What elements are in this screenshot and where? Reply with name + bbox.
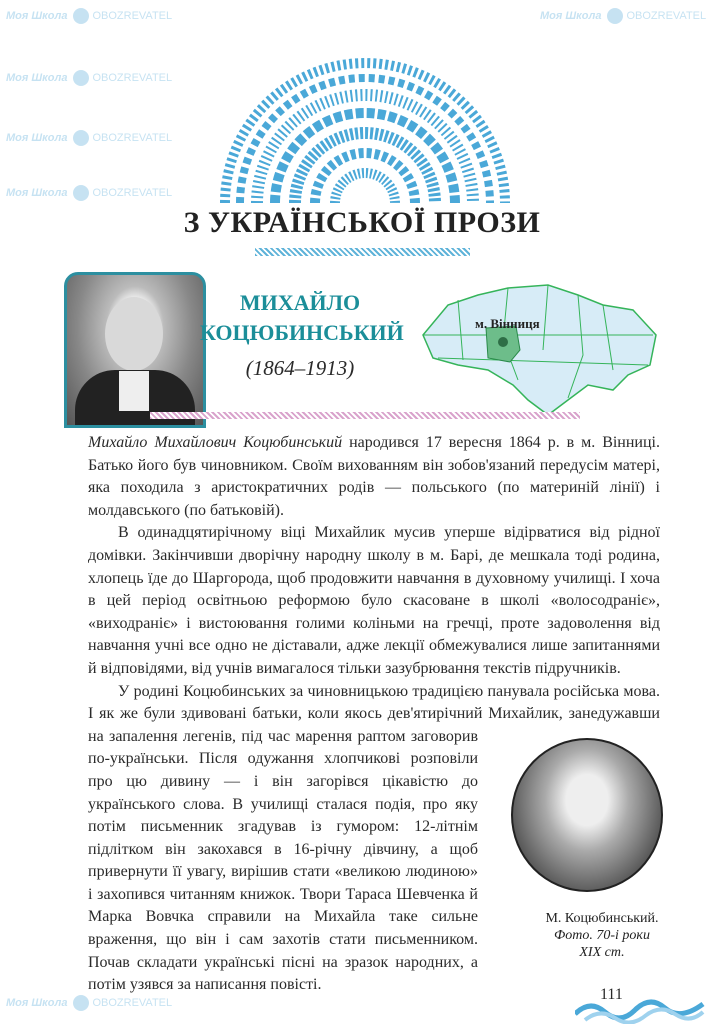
map-city-label: м. Вінниця xyxy=(475,316,540,331)
watermark: Моя Школа OBOZREVATEL xyxy=(6,130,172,146)
ukraine-map xyxy=(418,280,663,420)
watermark: Моя Школа OBOZREVATEL xyxy=(6,8,172,24)
title-ornament-band xyxy=(255,248,470,256)
author-dates: (1864–1913) xyxy=(245,356,355,380)
author-portrait xyxy=(64,272,206,428)
paragraph xyxy=(88,432,660,522)
author-last-name: КОЦЮБИНСЬКИЙ xyxy=(200,320,404,345)
paragraph-text: занедужавши на запалення легенів, під час марення раптом заговорив по-українськи. Після одужання хлопчикові розповіли про цю дивину — і він загорівся цікавістю до українського слова. В училищі сталася подія, про яку потім письменник згадував із гумором: 12-літнім підлітком він закохався в 16-річну дівчину, а щоб привернути її увагу, вирішив стати «великою людиною» і захопився читанням книжок. Твори Тараса Шевченка й Марка Вовчка справили на Михайла таке сильне враження, що він і сам захотів стати письменником. Почав складати українські пісні на зразок народних, а потім узявся за написання повісті. xyxy=(88,705,660,994)
page-number: 111 xyxy=(600,986,623,1003)
author-first-name: МИХАЙЛО xyxy=(239,290,361,315)
paragraph-text: народився 17 вересня 1864 р. в м. Вінниці. Батько його був чиновником. Своїм вихованням він зобов'язаний передусім матері, яка походила з аристократичних родів — польського (по материній лінії) і молдавського (по батьковій). xyxy=(88,434,660,519)
paragraph: В одинадцятирічному віці Михайлик мусив уперше відірватися від рідної домівки. Закінчивши дворічну народну школу в м. Барі, де мешкала тоді родина, хлопець їде до Шаргорода, щоб продовжити навчання в духовному училищі. І хоча в цей період освітньою реформою було скасоване в школі «волосодраніє», «виходраніє» і вистоювання голими коліньми на гречці, проте задоволення від навчання учні все одно не діставали, адже лекції обмежувалися лише запитаннями й відповідями, від учнів вимагалося тільки зазубрювання текстів підручників. xyxy=(88,524,660,677)
photo-caption xyxy=(492,910,682,961)
caption-name: М. Коцюбинський. xyxy=(545,910,659,926)
section-title: З УКРАЇНСЬКОЇ ПРОЗИ xyxy=(183,206,541,239)
author-youth-photo-figure xyxy=(492,732,682,960)
caption-date: Фото. 70-і роки xyxy=(554,927,650,943)
author-name xyxy=(200,288,404,348)
paragraph xyxy=(88,681,660,997)
embroidery-ornament xyxy=(205,28,525,208)
watermark: Моя Школа OBOZREVATEL xyxy=(6,995,172,1011)
watermark: Моя Школа OBOZREVATEL xyxy=(6,185,172,201)
wave-ornament xyxy=(575,990,705,1024)
paragraph-text: У родині Коцюбинських за чиновницькою традицією панувала російська мова. І як же були здивовані батьки, коли якось дев'ятирічний Михайлик, xyxy=(88,682,660,723)
divider-ornament-band xyxy=(150,412,580,419)
article-body xyxy=(88,432,660,997)
caption-century: XIX ст. xyxy=(579,944,625,960)
watermark: Моя Школа OBOZREVATEL xyxy=(540,8,706,24)
author-youth-photo xyxy=(511,738,663,892)
author-full-name: Михайло Михайлович Коцюбинський xyxy=(88,434,343,451)
watermark: Моя Школа OBOZREVATEL xyxy=(6,70,172,86)
